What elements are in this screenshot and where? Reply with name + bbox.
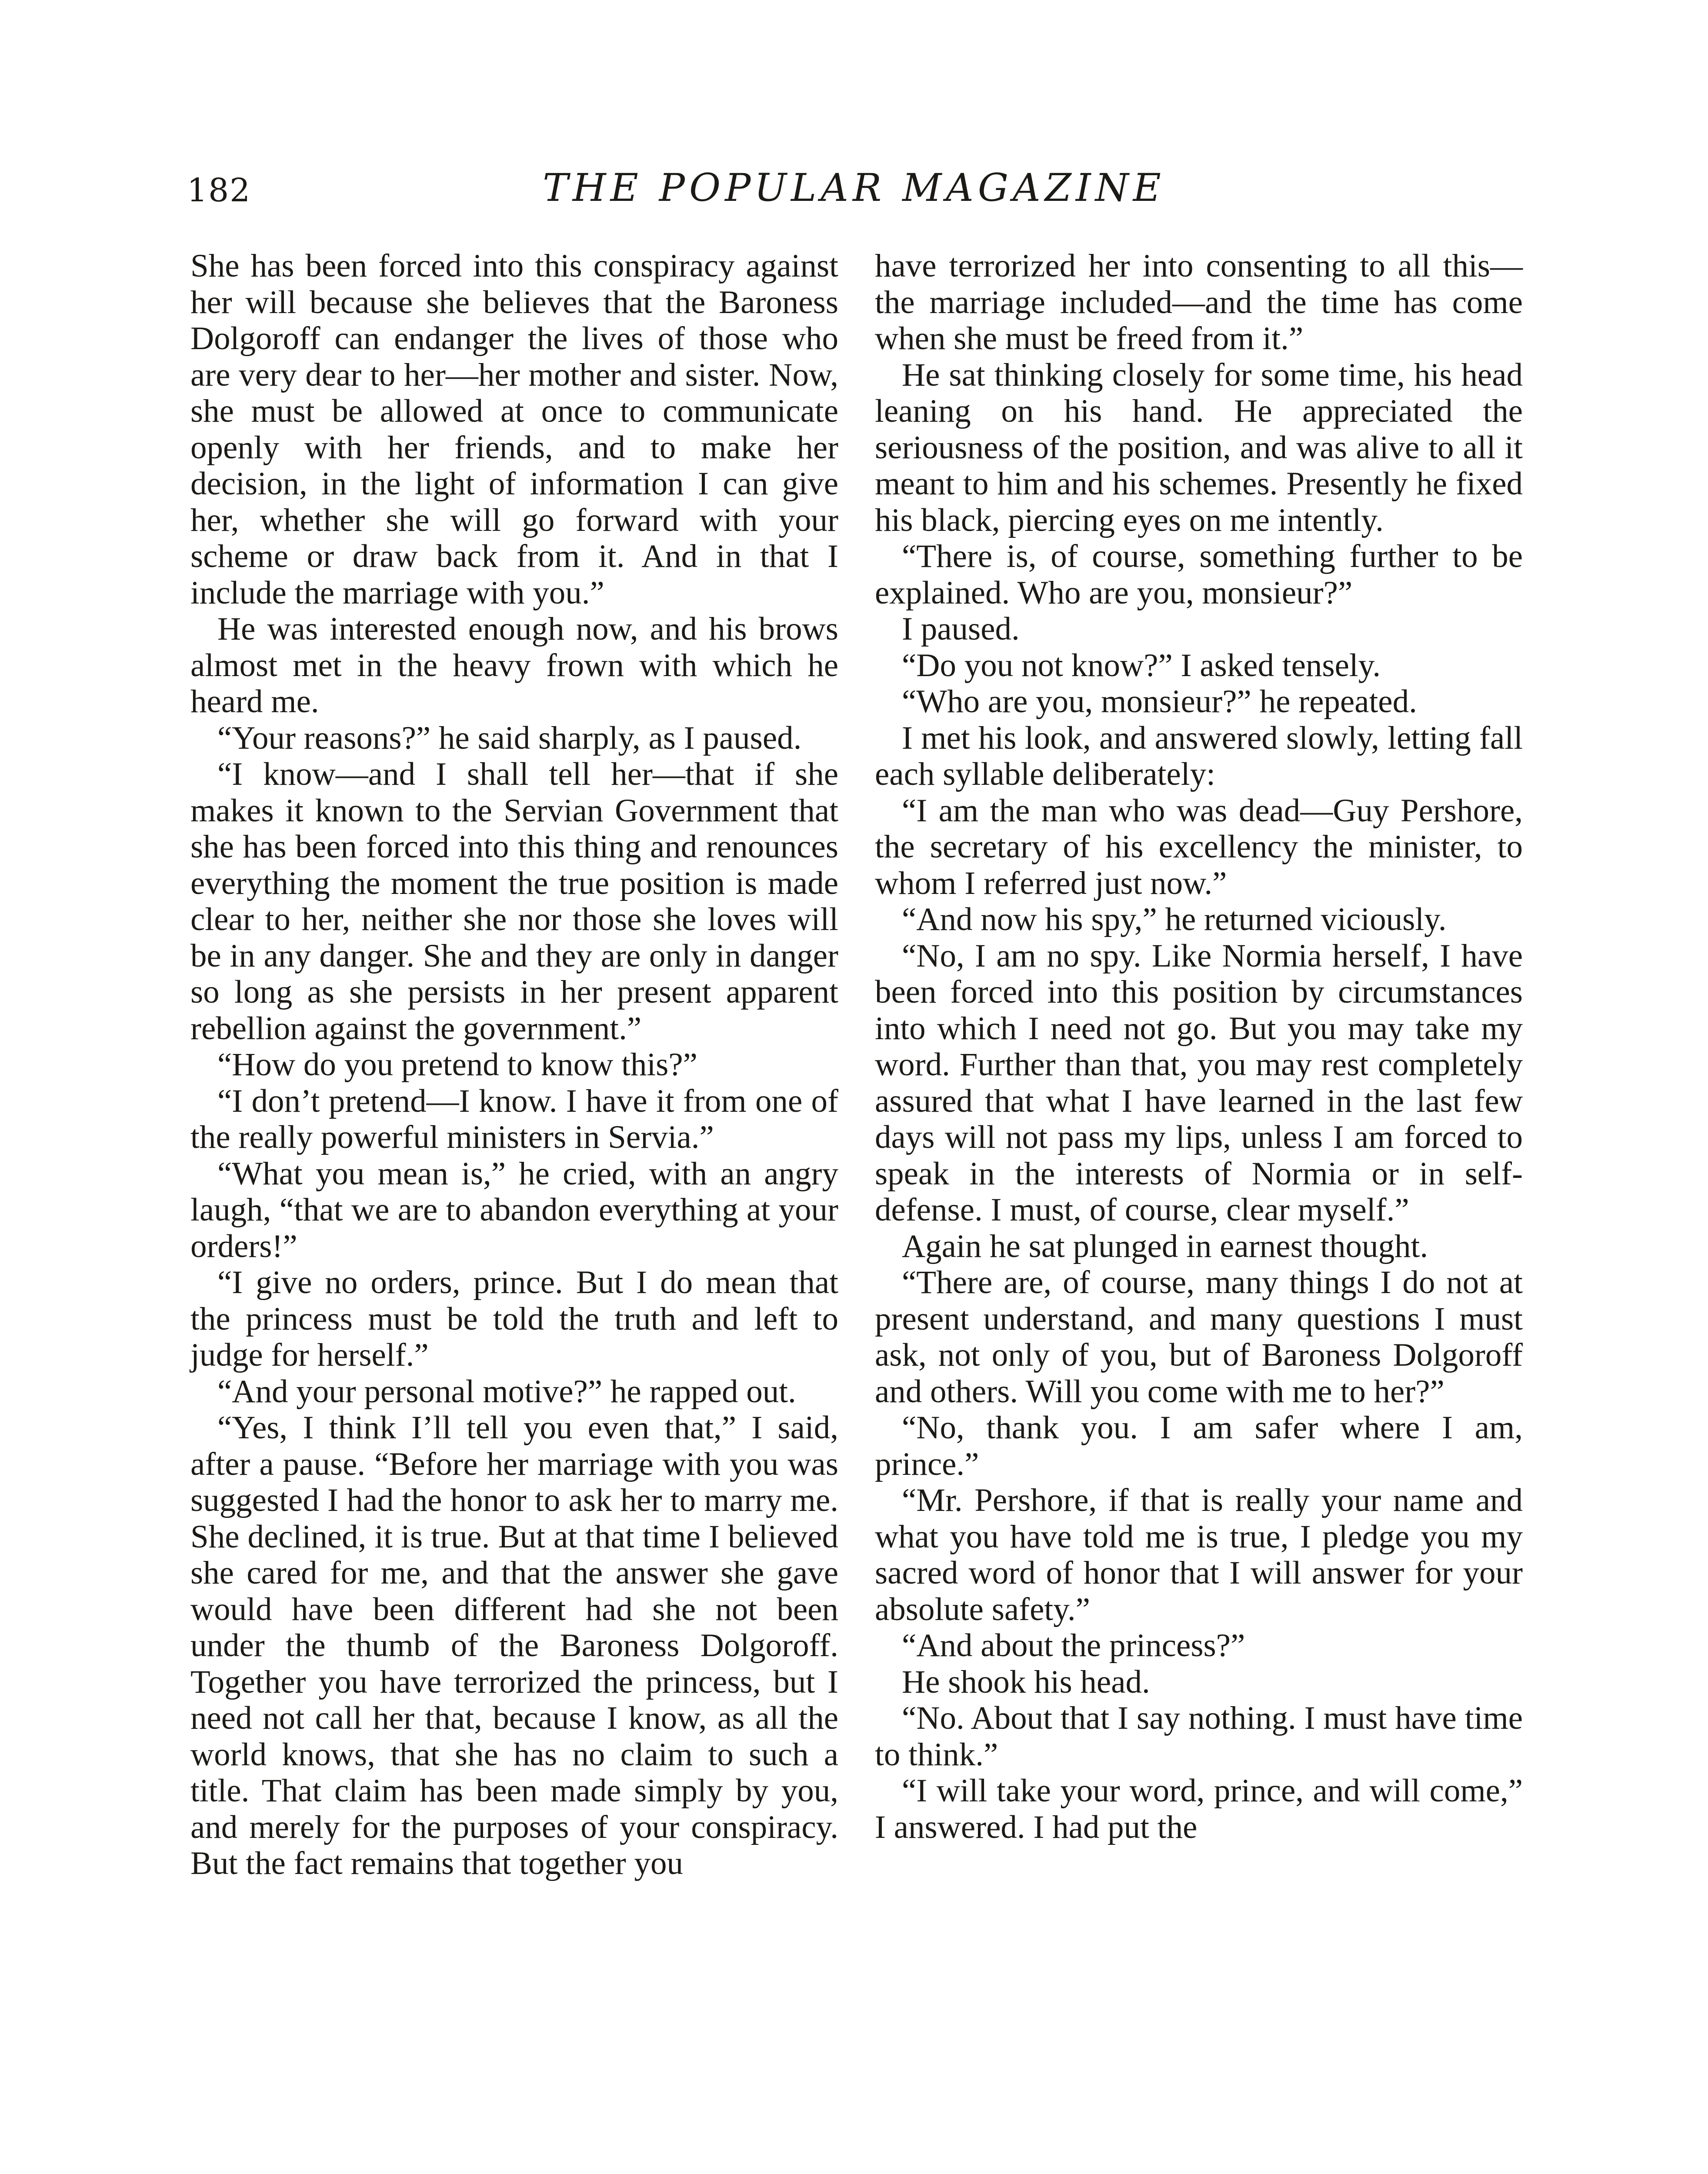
paragraph: “And your personal motive?” he rapped out. — [217, 1373, 796, 1410]
paragraph: “And about the princess?” — [902, 1627, 1245, 1664]
paragraph: “How do you pretend to know this?” — [217, 1047, 697, 1083]
paragraph: “Mr. Pershore, if that is really your name and what you have told me is true, I pledge you my sacred word of honor that I will answer for your absolute safety.” — [875, 1482, 1523, 1627]
paragraph: “Yes, I think I’ll tell you even that,” I said, after a pause. “Before her marriage with you was suggested I had the honor to ask her to marry me. She declined, it is true. But at that time I believed she cared for me, and that the answer she gave would have been different had she not been under the thumb of the Baroness Dolgoroff. Together you have terrorized the princess, but I need not call her that, because I know, as all the world knows, that she has no claim to such a title. That claim has been made simply by you, and merely for the purposes of your conspiracy. But the fact remains that together you — [190, 1410, 838, 1881]
paragraph: He shook his head. — [902, 1664, 1150, 1700]
paragraph: “Your reasons?” he said sharply, as I paused. — [217, 720, 802, 756]
paragraph: I met his look, and answered slowly, letting fall each syllable deliberately: — [875, 720, 1523, 792]
paragraph: “No, I am no spy. Like Normia herself, I have been forced into this position by circumstances into which I need not go. But you may take my word. Further than that, you may rest completely assured that what I have learned in the last few days will not pass my lips, unless I am forced to speak in the interests of Normia or in self-defense. I must, of course, clear myself.” — [875, 937, 1523, 1228]
paragraph: have terrorized her into consenting to all this—the marriage included—and the time has come when she must be freed from it.” — [875, 248, 1523, 357]
right-column — [875, 248, 1523, 1845]
paragraph: “I am the man who was dead—Guy Pershore, the secretary of his excellency the minister, to whom I referred just now.” — [875, 792, 1523, 901]
page-number: 182 — [187, 172, 251, 209]
paragraph: “Who are you, monsieur?” he repeated. — [902, 684, 1417, 720]
paragraph: “Do you not know?” I asked tensely. — [902, 647, 1381, 684]
paragraph: I paused. — [902, 611, 1020, 647]
paragraph: She has been forced into this conspiracy against her will because she believes that the Baroness Dolgoroff can endanger the lives of those who are very dear to her—her mother and sister. Now, she must be allowed at once to communicate openly with her friends, and to make her decision, in the light of information I can give her, whether she will go forward with your scheme or draw back from it. And in that I include the marriage with you.” — [190, 248, 838, 611]
paragraph: “I will take your word, prince, and will come,” I answered. I had put the — [875, 1773, 1523, 1845]
paragraph: “There is, of course, something further to be explained. Who are you, monsieur?” — [875, 538, 1523, 611]
paragraph: “I give no orders, prince. But I do mean that the princess must be told the truth and left to judge for herself.” — [190, 1264, 838, 1373]
paragraph: “I don’t pretend—I know. I have it from one of the really powerful ministers in Servia.” — [190, 1083, 838, 1155]
running-title: THE POPULAR MAGAZINE — [543, 165, 1165, 210]
paragraph: He sat thinking closely for some time, his head leaning on his hand. He appreciated the seriousness of the position, and was alive to all it meant to him and his schemes. Presently he fixed his black, piercing eyes on me intently. — [875, 357, 1523, 538]
paragraph: He was interested enough now, and his brows almost met in the heavy frown with which he heard me. — [190, 611, 838, 720]
paragraph: “No. About that I say nothing. I must have time to think.” — [875, 1700, 1523, 1773]
paragraph: “And now his spy,” he returned viciously. — [902, 901, 1447, 937]
paragraph: “What you mean is,” he cried, with an angry laugh, “that we are to abandon everything at your orders!” — [190, 1155, 838, 1264]
paragraph: “There are, of course, many things I do not at present understand, and many questions I must ask, not only of you, but of Baroness Dolgoroff and others. Will you come with me to her?” — [875, 1264, 1523, 1410]
paragraph: “I know—and I shall tell her—that if she makes it known to the Servian Government that she has been forced into this thing and renounces everything the moment the true position is made clear to her, neither she nor those she loves will be in any danger. She and they are only in danger so long as she persists in her present apparent rebellion against the government.” — [190, 756, 838, 1047]
paragraph: “No, thank you. I am safer where I am, prince.” — [875, 1410, 1523, 1482]
left-column — [190, 248, 838, 1882]
paragraph: Again he sat plunged in earnest thought. — [902, 1228, 1428, 1264]
